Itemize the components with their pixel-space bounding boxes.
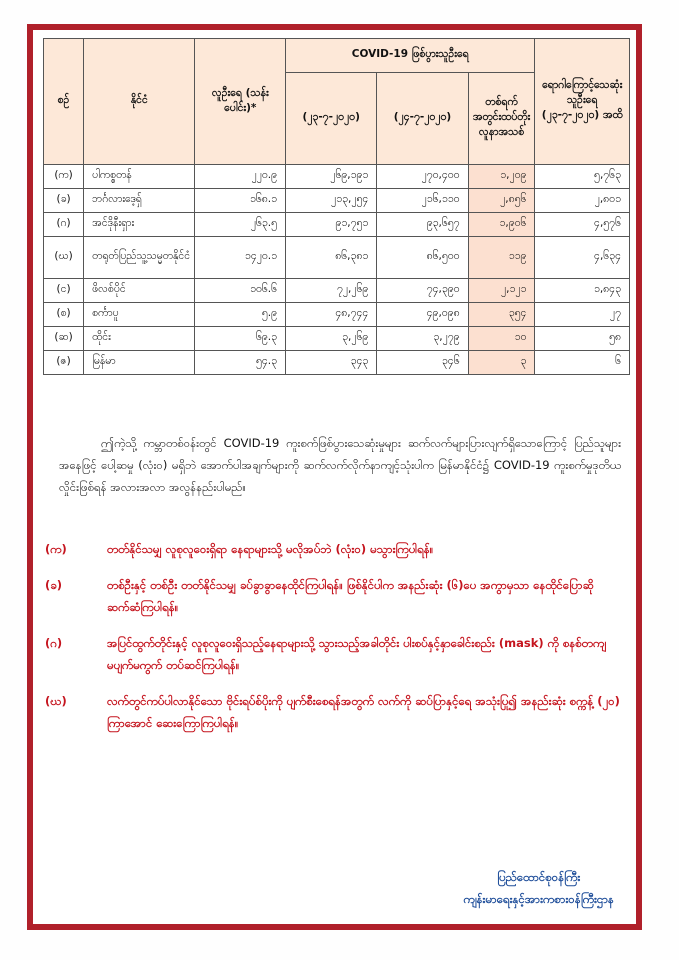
cell-deaths: ၆ [535,351,630,375]
cell-daily: ၁,၉၀၆ [468,213,535,237]
cell-cases-2: ၃,၂၇၉ [377,327,468,351]
advisory-paragraph: ဤကဲ့သို့ ကမ္ဘာတစ်ဝန်းတွင် COVID-19 ကူးစက်ဖြစ်ပွားသေဆုံးမှုများ ဆက်လက်များပြားလျက်ရှိသောကြောင့် ပြည်သူများအနေဖြင့် ပေါ့ဆမှု (လုံး၀) မရှိဘဲ အောက်ပါအချက်များကို ဆက်လက်လိုက်နာကျင့်သုံးပါက မြန်မာနိုင်ငံ၌ COVID-19 ကူးစက်မှုဒုတိယလှိုင်းဖြစ်ရန် အလားအလာ အလွန်နည်းပါမည်။ [59,436,621,494]
cell-country: ထိုင်း [84,327,195,351]
table-row [44,279,630,303]
cell-no: (ခ) [44,189,84,213]
cell-country: စင်္ကာပူ [84,303,195,327]
item-label: (က) [45,542,67,556]
cell-country: ဘင်္ဂလားဒေ့ရှ် [84,189,195,213]
cell-cases-1: ၈၆,၃၈၁ [286,237,377,279]
cell-population: ၂၆၃.၅ [195,213,286,237]
table-row [44,327,630,351]
cell-no: (ဇ) [44,351,84,375]
cell-daily: ၃၅၄ [468,303,535,327]
cell-cases-1: ၄၈,၇၄၄ [286,303,377,327]
cell-daily: ၁၀ [468,327,535,351]
list-item [43,574,625,618]
cell-population: ၆၉.၃ [195,327,286,351]
header-deaths: ရောဂါကြောင့်သေဆုံးသူဦးရေ (၂၃-၇-၂၀၂၀) အထိ [535,39,630,165]
item-text: တတ်နိုင်သမျှ လူစုလူဝေးရှိရာ နေရာများသို့ မလိုအပ်ဘဲ (လုံး၀) မသွားကြပါရန်။ [107,542,434,556]
cell-deaths: ၄,၆၃၄ [535,237,630,279]
item-label: (ဃ) [45,694,67,708]
item-text: တစ်ဦးနှင့် တစ်ဦး တတ်နိုင်သမျှ ခပ်ခွာခွာနေထိုင်ကြပါရန်။ ဖြစ်နိုင်ပါက အနည်းဆုံး (၆)ပေ အကွာမှသာ နေထိုင်ပြောဆိုဆက်ဆံကြပါရန်။ [107,578,594,614]
cell-daily: ၂,၁၂၁ [468,279,535,303]
cell-cases-1: ၂၁၃,၂၅၄ [286,189,377,213]
signature-ministry: ကျန်းမာရေးနှင့်အားကစားဝန်ကြီးဌာန [463,892,614,906]
header-country: နိုင်ငံ [84,39,195,165]
cell-no: (င) [44,279,84,303]
cell-no: (က) [44,165,84,189]
cell-daily: ၁၁၉ [468,237,535,279]
document-frame [27,24,642,930]
table-row [44,189,630,213]
covid-stats-table [43,38,630,375]
cell-population: ၅.၉ [195,303,286,327]
cell-deaths: ၄,၅၇၆ [535,213,630,237]
cell-country: အင်ဒိုနီးရှား [84,213,195,237]
list-item [43,632,625,676]
list-item [43,538,625,560]
header-daily-new: တစ်ရက်အတွင်းထပ်တိုးလူနာအသစ် [468,73,535,165]
cell-country: တရုတ်ပြည်သူ့သမ္မတနိုင်ငံ [84,237,195,279]
table-row [44,303,630,327]
cell-cases-1: ၃,၂၆၉ [286,327,377,351]
cell-deaths: ၂၇ [535,303,630,327]
signature-title: ပြည်ထောင်စုဝန်ကြီး [497,870,581,884]
cell-deaths: ၅၈ [535,327,630,351]
table-row [44,213,630,237]
cell-population: ၁၆၈.၁ [195,189,286,213]
table-row [44,237,630,279]
cell-no: (ဂ) [44,213,84,237]
cell-cases-1: ၃၄၃ [286,351,377,375]
cell-country: မြန်မာ [84,351,195,375]
cell-daily: ၃ [468,351,535,375]
cell-deaths: ၅,၇၆၃ [535,165,630,189]
cell-daily: ၁,၂၀၉ [468,165,535,189]
cell-cases-1: ၇၂,၂၆၉ [286,279,377,303]
table-row [44,351,630,375]
cell-cases-2: ၉၃,၆၅၇ [377,213,468,237]
cell-cases-2: ၂၇၀,၄၀၀ [377,165,468,189]
cell-deaths: ၂,၈၀၁ [535,189,630,213]
cell-population: ၁၄၂၀.၁ [195,237,286,279]
cell-cases-2: ၈၆,၅၀၀ [377,237,468,279]
cell-daily: ၂,၈၅၆ [468,189,535,213]
cell-cases-1: ၉၁,၇၅၁ [286,213,377,237]
header-date-1: (၂၃-၇-၂၀၂၀) [286,73,377,165]
header-no: စဉ် [44,39,84,165]
cell-cases-2: ၄၉,၀၉၈ [377,303,468,327]
item-text: လက်တွင်ကပ်ပါလာနိုင်သော ဗိုင်းရပ်စ်ပိုးကို ပျက်စီးစေရန်အတွက် လက်ကို ဆပ်ပြာနှင့်ရေ အသုံးပြု၍ အနည်းဆုံး စက္ကန့် (၂၀) ကြာအောင် ဆေးကြောကြပါရန်။ [107,694,620,730]
cell-country: ပါကစ္စတန် [84,165,195,189]
cell-population: ၅၄.၃ [195,351,286,375]
cell-cases-2: ၇၄,၃၉၀ [377,279,468,303]
item-label: (ဂ) [45,636,63,650]
cell-deaths: ၁,၈၄၃ [535,279,630,303]
cell-country: ဖိလစ်ပိုင် [84,279,195,303]
header-date-2: (၂၄-၇-၂၀၂၀) [377,73,468,165]
table-row [44,165,630,189]
header-population: လူဦးရေ (သန်းပေါင်း)* [195,39,286,165]
item-label: (ခ) [45,578,62,592]
cell-cases-1: ၂၆၉,၁၉၁ [286,165,377,189]
cell-no: (စ) [44,303,84,327]
header-covid-cases: COVID-19 ဖြစ်ပွားသူဦးရေ [286,39,535,73]
cell-no: (ဆ) [44,327,84,351]
cell-cases-2: ၂၁၆,၁၁၀ [377,189,468,213]
signature-block [464,866,614,910]
item-text: အပြင်ထွက်တိုင်းနှင့် လူစုလူဝေးရှိသည့်နေရာများသို့ သွားသည့်အခါတိုင်း ပါးစပ်နှင့်နှာခေါင်းစည်း (mask) ကို စနစ်တကျ မပျက်မကွက် တပ်ဆင်ကြပါရန်။ [107,636,607,672]
list-item [43,690,625,734]
advisory-list [43,538,625,748]
cell-population: ၁၀၆.၆ [195,279,286,303]
cell-population: ၂၂၀.၉ [195,165,286,189]
cell-no: (ဃ) [44,237,84,279]
cell-cases-2: ၃၄၆ [377,351,468,375]
